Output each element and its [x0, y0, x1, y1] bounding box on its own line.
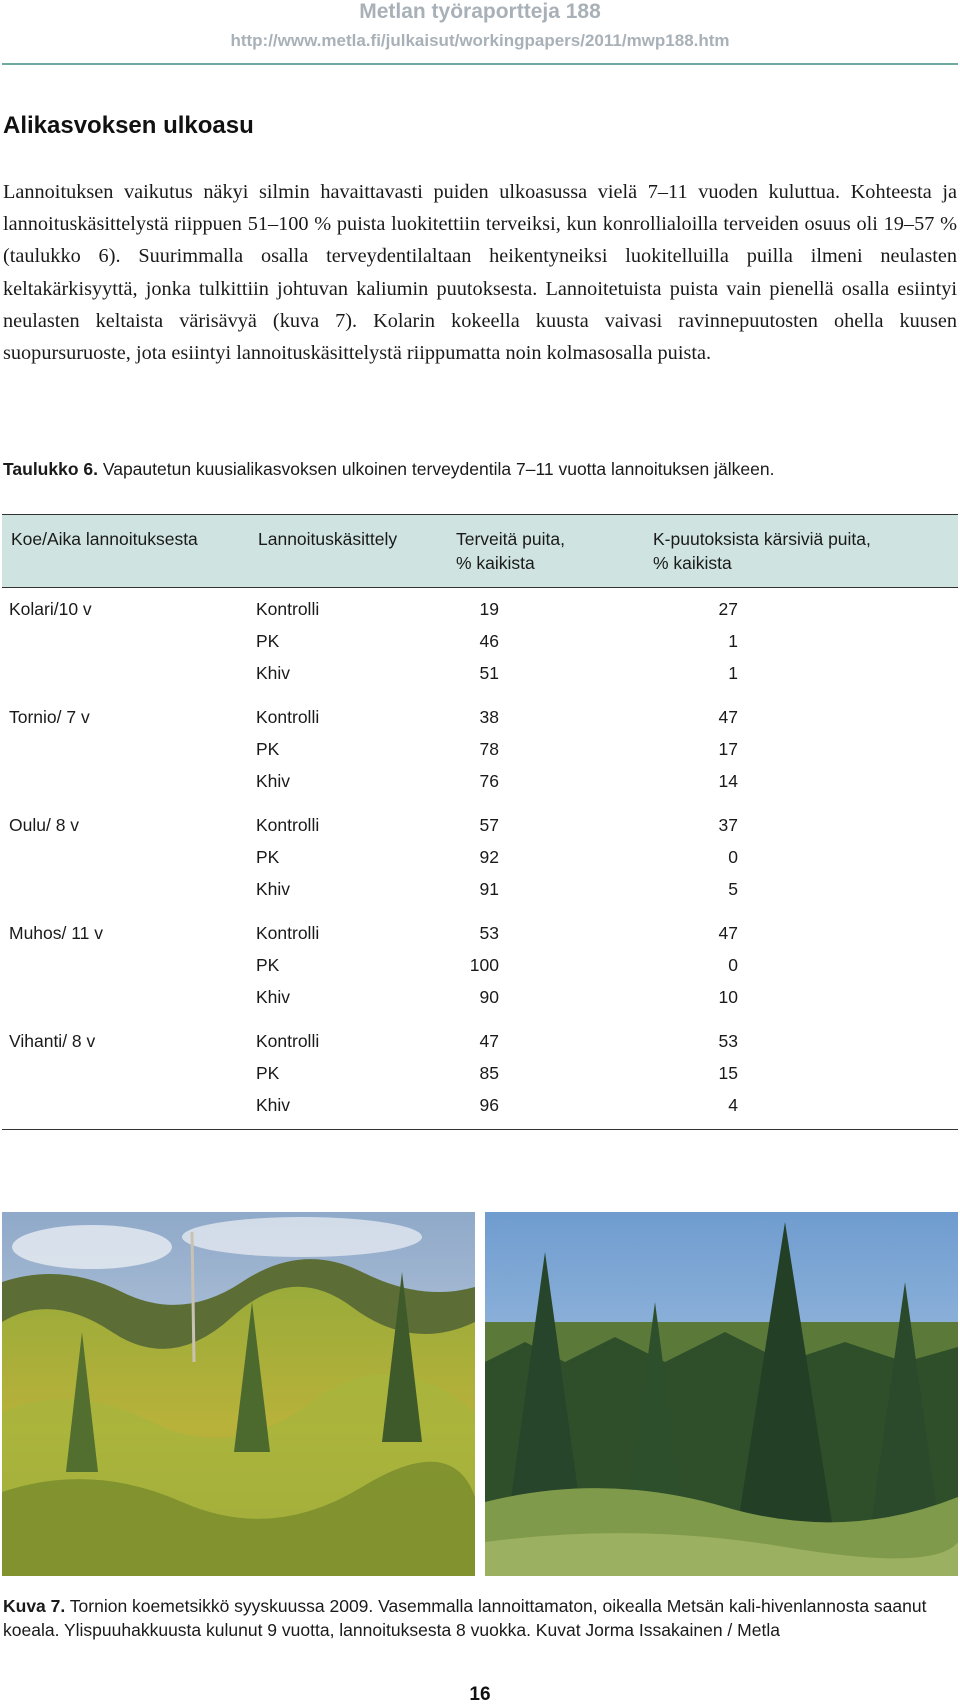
- k-deficiency-percent-cell: 17: [718, 739, 738, 759]
- table-caption-text: Vapautetun kuusialikasvoksen ulkoinen terveydentila 7–11 vuotta lannoituksen jälkeen.: [97, 459, 775, 479]
- health-table: [2, 514, 958, 1130]
- k-deficiency-percent-cell: 1: [728, 663, 738, 683]
- header-divider: [2, 63, 958, 65]
- k-deficiency-percent-cell: 37: [718, 815, 738, 835]
- figure-photos: [2, 1212, 958, 1576]
- healthy-percent-cell: 51: [479, 663, 499, 683]
- header-kdef-line2: % kaikista: [653, 553, 732, 573]
- treatment-cell: Khiv: [256, 771, 291, 791]
- treatment-cell: Khiv: [256, 1095, 291, 1115]
- table-body: [2, 588, 958, 1129]
- k-deficiency-percent-cell: 0: [728, 847, 738, 867]
- k-deficiency-percent-cell: 10: [718, 987, 738, 1007]
- site-label: Muhos/ 11 v: [9, 923, 104, 943]
- k-deficiency-percent-cell: 15: [718, 1063, 738, 1083]
- site-label: Tornio/ 7 v: [9, 707, 90, 727]
- k-deficiency-percent-cell: 47: [718, 923, 738, 943]
- k-deficiency-percent-cell: 27: [718, 599, 738, 619]
- treatment-cell: Kontrolli: [256, 707, 320, 727]
- site-label: Vihanti/ 8 v: [9, 1031, 96, 1051]
- table-caption: [3, 459, 957, 480]
- series-title: Metlan työraportteja 188: [359, 0, 601, 23]
- photo-unfertilized-plot: [2, 1212, 475, 1576]
- figure-caption-text: Tornion koemetsikkö syyskuussa 2009. Vasemmalla lannoittamaton, oikealla Metsän kali-hivenlannosta saanut koeala. Ylispuuhakkuusta kulunut 9 vuotta, lannoituksesta 8 vuokka. Kuvat Jorma Issakainen / Metla: [3, 1596, 927, 1640]
- table-header: [2, 515, 958, 588]
- figure-caption-label: Kuva 7.: [3, 1596, 66, 1616]
- healthy-percent-cell: 47: [479, 1031, 499, 1051]
- treatment-cell: PK: [256, 1063, 280, 1083]
- treatment-cell: PK: [256, 631, 280, 651]
- header-kdef-line1: K-puutoksista kärsiviä puita,: [653, 529, 871, 549]
- treatment-cell: Kontrolli: [256, 599, 320, 619]
- treatment-cell: PK: [256, 955, 280, 975]
- treatment-cell: Khiv: [256, 663, 291, 683]
- site-label: Kolari/10 v: [9, 599, 92, 619]
- healthy-percent-cell: 38: [479, 707, 499, 727]
- body-paragraph: Lannoituksen vaikutus näkyi silmin havaittavasti puiden ulkoasussa vielä 7–11 vuoden kuluttua. Kohteesta ja lannoituskäsittelystä riippuen 51–100 % puista luokitettiin terveiksi, kun konrollialoilla terveiden osuus oli 19–57 % (taulukko 6). Suurimmalla osalla terveydentilaltaan heikentyneiksi luokitelluilla puilla ilmeni neulasten keltakärkisyyttä, jonka tulkittiin johtuvan kaliumin puutoksesta. Lannoitetuista puista vain pienellä osalla esiintyi neulasten keltaista värisävyä (kuva 7). Kolarin kokeella kuusta vaivasi ravinnepuutosten ohella kuusen suopursuruoste, jota esiintyi lannoituskäsittelystä riippumatta noin kolmasosalla puista.: [3, 181, 957, 365]
- healthy-percent-cell: 78: [479, 739, 499, 759]
- k-deficiency-percent-cell: 14: [718, 771, 738, 791]
- k-deficiency-percent-cell: 4: [728, 1095, 738, 1115]
- healthy-percent-cell: 91: [479, 879, 499, 899]
- healthy-percent-cell: 19: [479, 599, 499, 619]
- healthy-percent-cell: 76: [479, 771, 499, 791]
- header-healthy: [456, 527, 565, 575]
- healthy-percent-cell: 96: [479, 1095, 499, 1115]
- k-deficiency-percent-cell: 5: [728, 879, 738, 899]
- healthy-percent-cell: 57: [479, 815, 499, 835]
- k-deficiency-percent-cell: 53: [718, 1031, 738, 1051]
- section-heading: Alikasvoksen ulkoasu: [3, 112, 254, 139]
- k-deficiency-percent-cell: 47: [718, 707, 738, 727]
- treatment-cell: Khiv: [256, 987, 291, 1007]
- treatment-cell: PK: [256, 847, 280, 867]
- treatment-cell: PK: [256, 739, 280, 759]
- healthy-percent-cell: 53: [479, 923, 499, 943]
- header-kdef: [653, 527, 871, 575]
- page-number: 16: [469, 1684, 491, 1705]
- photo-fertilized-plot: [485, 1212, 958, 1576]
- k-deficiency-percent-cell: 1: [728, 631, 738, 651]
- k-deficiency-percent-cell: 0: [728, 955, 738, 975]
- healthy-percent-cell: 85: [479, 1063, 499, 1083]
- treatment-cell: Khiv: [256, 879, 291, 899]
- treatment-cell: Kontrolli: [256, 815, 320, 835]
- header-healthy-line1: Terveitä puita,: [456, 529, 565, 549]
- table-caption-label: Taulukko 6.: [3, 459, 98, 479]
- header-healthy-line2: % kaikista: [456, 553, 535, 573]
- healthy-percent-cell: 90: [479, 987, 499, 1007]
- healthy-percent-cell: 100: [469, 955, 499, 975]
- treatment-cell: Kontrolli: [256, 923, 320, 943]
- treatment-cell: Kontrolli: [256, 1031, 320, 1051]
- site-label: Oulu/ 8 v: [9, 815, 80, 835]
- healthy-percent-cell: 46: [479, 631, 499, 651]
- header-site: Koe/Aika lannoituksesta: [11, 529, 198, 549]
- figure-caption: [3, 1594, 958, 1642]
- healthy-percent-cell: 92: [479, 847, 499, 867]
- header-treatment: Lannoituskäsittely: [258, 529, 398, 549]
- header-url: http://www.metla.fi/julkaisut/workingpapers/2011/mwp188.htm: [230, 31, 730, 50]
